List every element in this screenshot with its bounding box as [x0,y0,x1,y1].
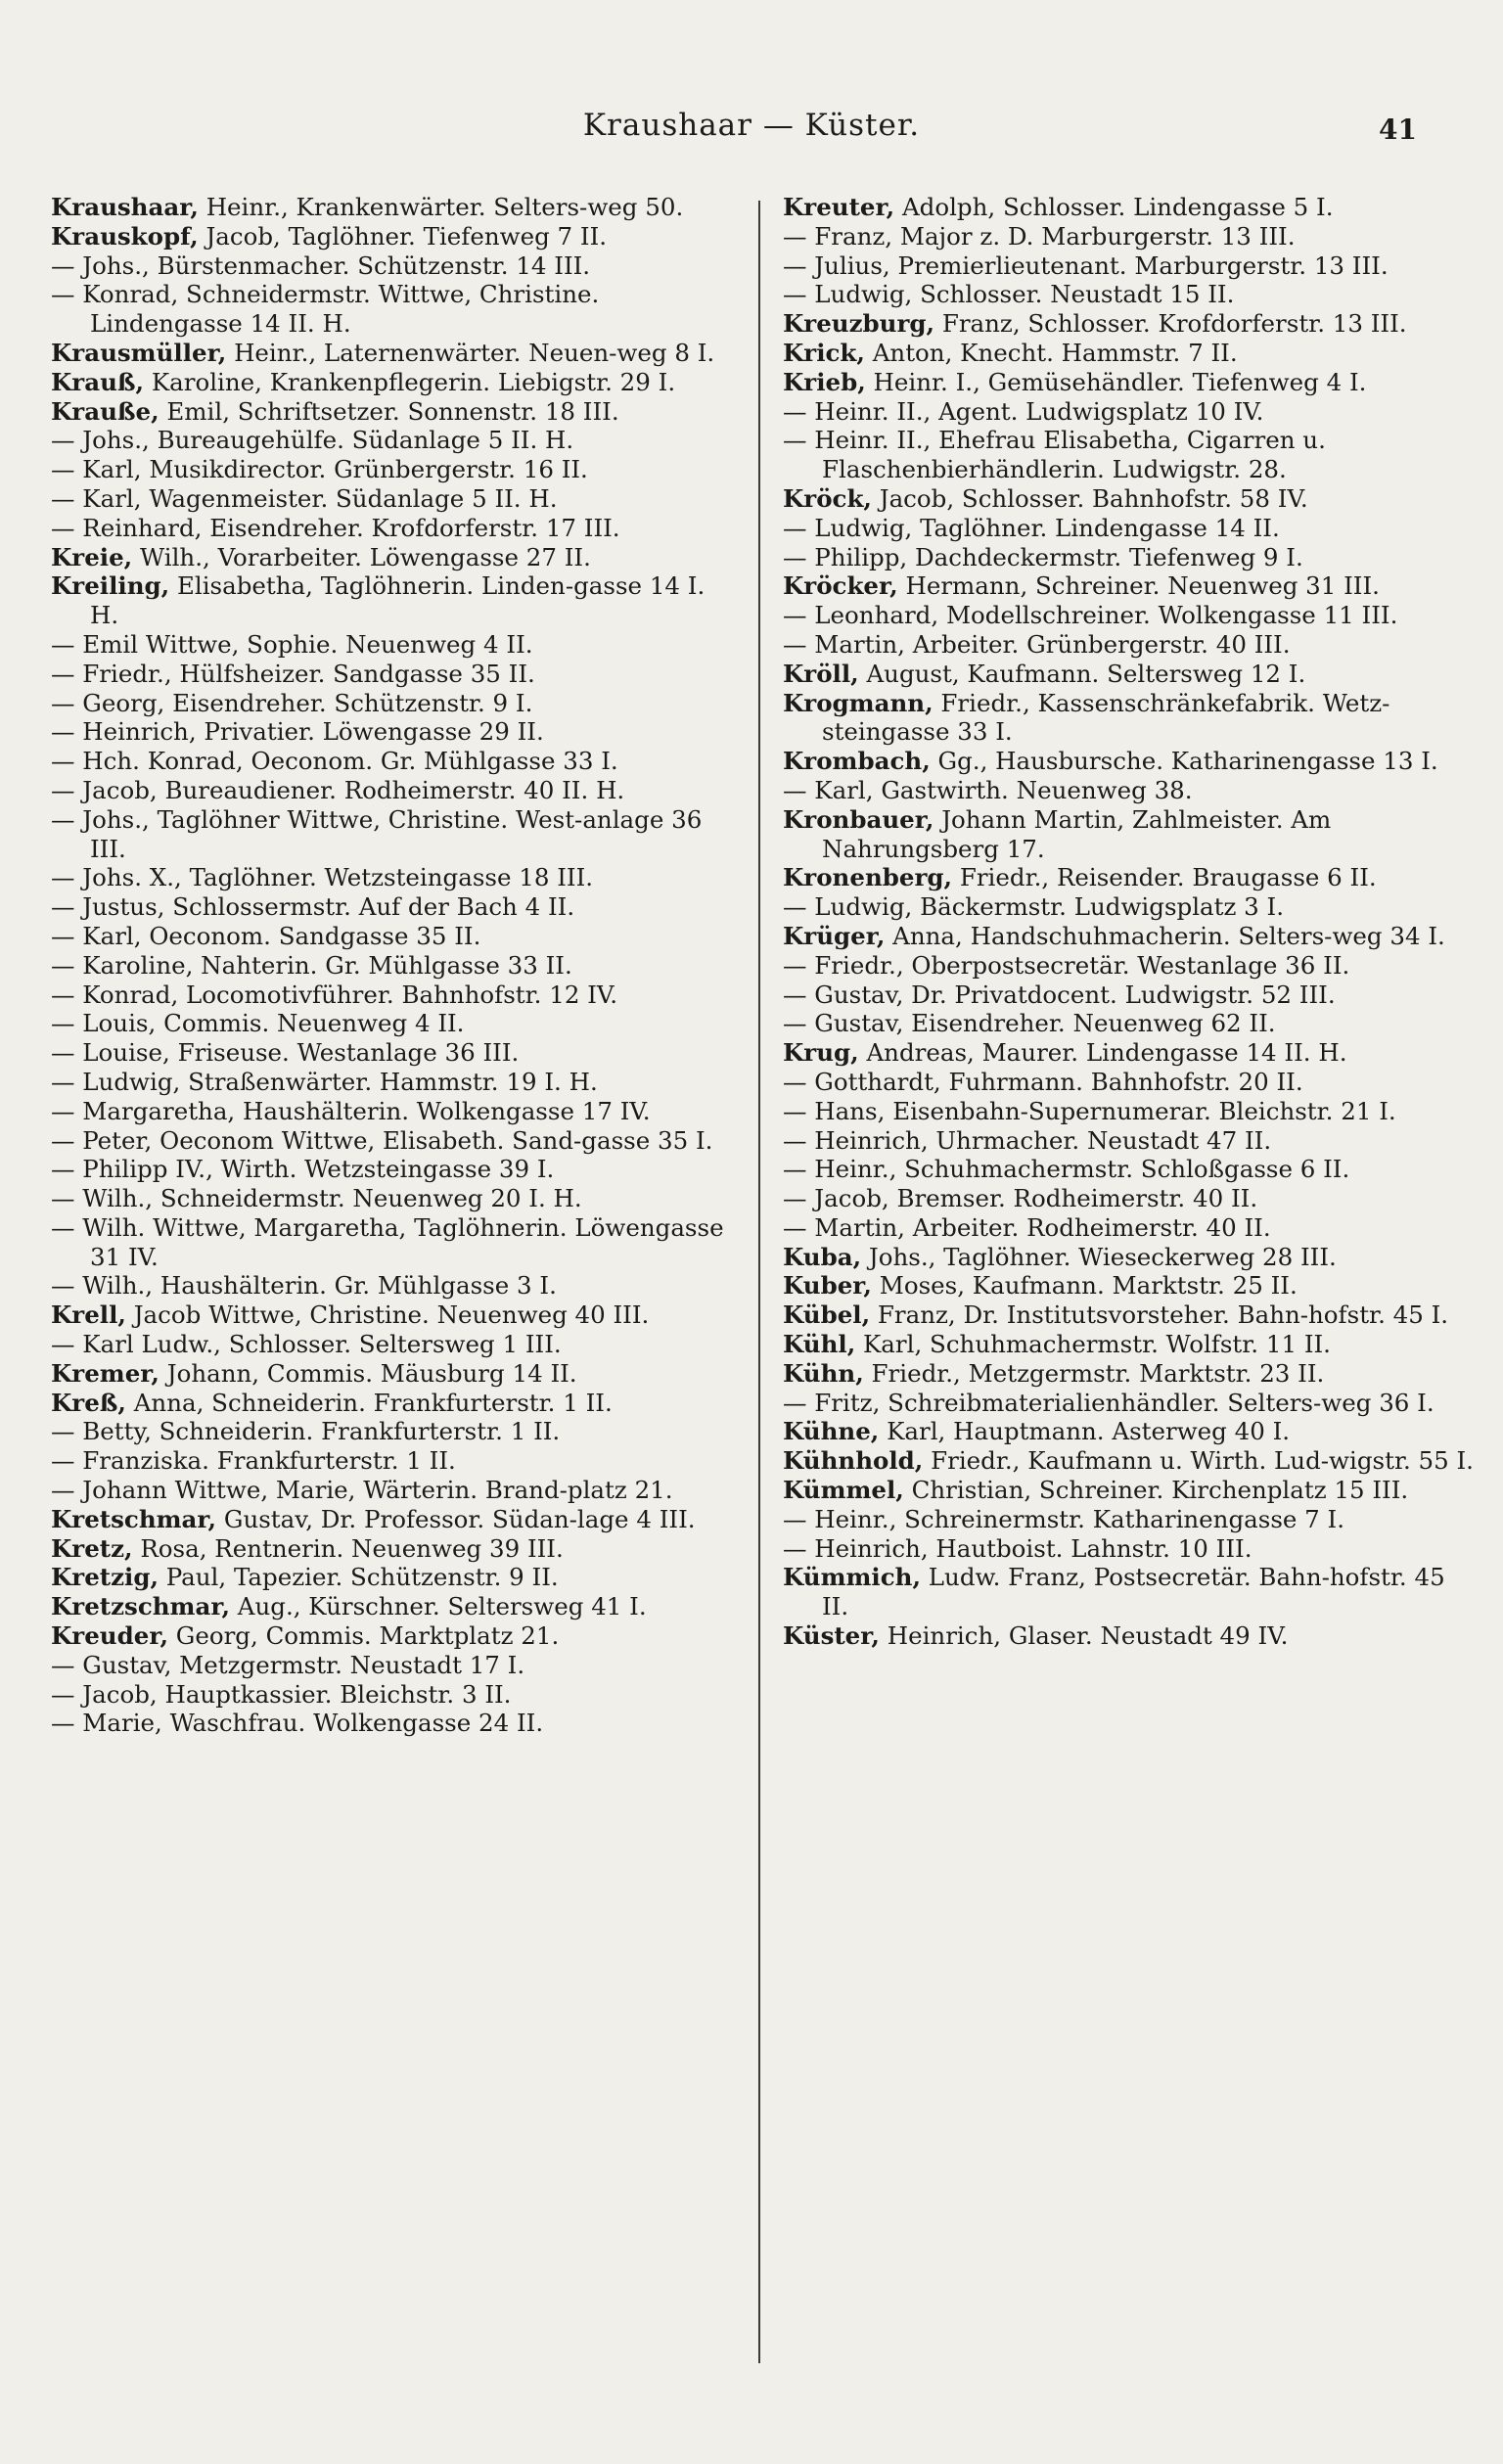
entry-details: Friedr., Reisender. Braugasse 6 II. [952,863,1377,892]
directory-entry [783,863,1474,892]
entry-surname: Kuba, [783,1242,862,1271]
entry-details: — Heinr., Schuhmachermstr. Schloßgasse 6 II. [783,1155,1350,1184]
entry-details: — Karl, Oeconom. Sandgasse 35 II. [51,921,481,950]
entry-details: — Karl, Gastwirth. Neuenweg 38. [783,775,1193,804]
entry-surname: Kretzschmar, [51,1592,230,1621]
entry-details: Hermann, Schreiner. Neuenweg 31 III. [897,571,1380,601]
directory-entry [783,1389,1474,1418]
directory-entry [51,1592,736,1621]
entry-surname: Krauße, [51,396,159,426]
entry-details: Friedr., Kassenschränkefabrik. Wetz-steingasse 33 I. [822,688,1390,747]
entry-details: — Louis, Commis. Neuenweg 4 II. [51,1009,465,1038]
directory-entry [783,660,1474,689]
entry-details: — Philipp IV., Wirth. Wetzsteingasse 39 I. [51,1155,555,1184]
directory-entry [783,1068,1474,1097]
column-divider [758,201,760,2363]
entry-details: — Peter, Oeconom Wittwe, Elisabeth. Sand-gasse 35 I. [51,1125,713,1155]
entry-details: — Franz, Major z. D. Marburgerstr. 13 III. [783,221,1296,251]
entry-details: — Karoline, Nahterin. Gr. Mühlgasse 33 II. [51,950,572,980]
entry-details: — Hch. Konrad, Oeconom. Gr. Mühlgasse 33 I. [51,747,618,776]
entry-details: Heinrich, Glaser. Neustadt 49 IV. [879,1621,1289,1651]
directory-entry [51,1097,736,1126]
directory-entry [783,630,1474,660]
entry-details: — Konrad, Schneidermstr. Wittwe, Christine. Lindengasse 14 II. H. [51,280,600,339]
entry-details: Gg., Hausbursche. Katharinengasse 13 I. [930,747,1438,776]
entry-details: — Gustav, Metzgermstr. Neustadt 17 I. [51,1650,525,1679]
directory-entry [51,1476,736,1505]
directory-entry [51,571,736,630]
entry-details: — Friedr., Oberpostsecretär. Westanlage 36 II. [783,950,1350,980]
directory-entry [51,922,736,951]
directory-entry [783,951,1474,981]
directory-entry [783,1126,1474,1156]
entry-surname: Kreuzburg, [783,309,935,339]
directory-entry [51,1009,736,1038]
entry-details: Karl, Hauptmann. Asterweg 40 I. [879,1417,1291,1446]
directory-entry [51,660,736,689]
entry-details: — Gustav, Eisendreher. Neuenweg 62 II. [783,1009,1276,1038]
directory-entry [783,1009,1474,1038]
entry-details: Emil, Schriftsetzer. Sonnenstr. 18 III. [159,396,619,426]
directory-entry [783,309,1474,339]
entry-details: Friedr., Kaufmann u. Wirth. Lud-wigstr. 55 I. [923,1446,1474,1476]
entry-details: — Heinr. II., Agent. Ludwigsplatz 10 IV. [783,396,1264,426]
entry-details: — Ludwig, Taglöhner. Lindengasse 14 II. [783,513,1280,542]
directory-entry [51,280,736,339]
entry-surname: Kümmel, [783,1476,904,1505]
entry-details: — Marie, Waschfrau. Wolkengasse 24 II. [51,1709,544,1738]
directory-entry [783,1330,1474,1359]
entry-details: — Reinhard, Eisendreher. Krofdorferstr. 17 III. [51,513,620,542]
entry-details: — Karl Ludw., Schlosser. Seltersweg 1 III. [51,1330,562,1359]
entry-surname: Kröcker, [783,571,898,601]
directory-entry [51,1417,736,1446]
directory-entry [51,1271,736,1300]
directory-entry [51,863,736,892]
directory-entry [51,514,736,543]
entry-surname: Küster, [783,1621,880,1651]
entry-details: — Ludwig, Schlosser. Neustadt 15 II. [783,280,1235,309]
directory-entry [51,1680,736,1710]
directory-entry [51,776,736,805]
entry-details: — Emil Wittwe, Sophie. Neuenweg 4 II. [51,629,533,659]
entry-details: — Johs., Taglöhner Wittwe, Christine. West-anlage 36 III. [51,804,703,863]
entry-details: — Jacob, Bureaudiener. Rodheimerstr. 40 II. H. [51,775,625,804]
directory-entry [783,251,1474,281]
entry-details: Heinr., Laternenwärter. Neuen-weg 8 I. [226,338,715,367]
directory-entry [51,193,736,222]
entry-surname: Kreie, [51,542,133,571]
entry-details: Karoline, Krankenpflegerin. Liebigstr. 29 I. [144,367,676,396]
directory-entry [51,1563,736,1592]
entry-surname: Kübel, [783,1300,871,1330]
entry-details: — Hans, Eisenbahn-Supernumerar. Bleichstr. 21 I. [783,1096,1396,1125]
entry-surname: Krausmüller, [51,338,227,367]
entry-details: Paul, Tapezier. Schützenstr. 9 II. [159,1563,559,1592]
entry-details: — Leonhard, Modellschreiner. Wolkengasse 11 III. [783,601,1398,630]
entry-surname: Krell, [51,1300,126,1330]
directory-entry [51,805,736,864]
entry-surname: Kröck, [783,483,872,513]
entry-details: Elisabetha, Taglöhnerin. Linden-gasse 14 I. H. [90,571,706,630]
entry-details: — Jacob, Hauptkassier. Bleichstr. 3 II. [51,1679,512,1709]
entry-surname: Kühl, [783,1330,856,1359]
entry-details: — Franziska. Frankfurterstr. 1 II. [51,1446,456,1476]
directory-entry [783,1213,1474,1243]
entry-details: Heinr., Krankenwärter. Selters-weg 50. [198,193,684,221]
directory-entry [783,689,1474,748]
directory-entry [783,1505,1474,1534]
directory-entry [783,222,1474,251]
directory-entry [51,1038,736,1068]
entry-details: Moses, Kaufmann. Marktstr. 25 II. [871,1271,1298,1300]
entry-surname: Kreuter, [783,193,895,221]
directory-entry [51,951,736,981]
entry-details: — Heinrich, Privatier. Löwengasse 29 II. [51,717,544,747]
entry-surname: Kremer, [51,1358,159,1388]
directory-entry [51,1184,736,1213]
entry-surname: Krick, [783,338,865,367]
directory-entry [783,1038,1474,1068]
directory-entry [783,280,1474,309]
entry-surname: Krauskopf, [51,221,199,251]
entry-details: — Heinr. II., Ehefrau Elisabetha, Cigarren u. Flaschenbierhändlerin. Ludwigstr. 28. [783,426,1326,484]
entry-details: — Louise, Friseuse. Westanlage 36 III. [51,1038,520,1068]
entry-surname: Kuber, [783,1271,872,1300]
entry-details: Franz, Dr. Institutsvorsteher. Bahn-hofstr. 45 I. [870,1300,1449,1330]
entry-details: — Karl, Musikdirector. Grünbergerstr. 16 II. [51,455,588,484]
directory-entry [783,892,1474,922]
entry-details: — Friedr., Hülfsheizer. Sandgasse 35 II. [51,659,535,688]
page-header [59,102,1444,160]
directory-entry [783,514,1474,543]
entry-details: Adolph, Schlosser. Lindengasse 5 I. [894,193,1334,221]
entry-details: Anna, Handschuhmacherin. Selters-weg 34 I. [885,921,1445,950]
directory-entry [51,1389,736,1418]
directory-entry [51,339,736,368]
directory-entry [783,426,1474,484]
entry-details: — Ludwig, Straßenwärter. Hammstr. 19 I. H. [51,1067,598,1096]
entry-details: — Julius, Premierlieutenant. Marburgerstr. 13 III. [783,251,1389,280]
directory-entry [51,1446,736,1476]
directory-entry [51,1534,736,1564]
directory-entry [51,222,736,251]
left-column [51,193,736,1738]
directory-entry [783,805,1474,864]
right-column [783,193,1474,1651]
directory-entry [783,1359,1474,1389]
directory-entry [783,747,1474,776]
directory-entry [51,717,736,747]
directory-entry [51,981,736,1010]
directory-entry [51,1126,736,1156]
entry-details: Wilh., Vorarbeiter. Löwengasse 27 II. [132,542,591,571]
entry-details: — Gustav, Dr. Privatdocent. Ludwigstr. 52 III. [783,980,1336,1009]
directory-entry [51,892,736,922]
entry-surname: Krüger, [783,921,886,950]
directory-entry [783,1300,1474,1330]
entry-details: — Jacob, Bremser. Rodheimerstr. 40 II. [783,1184,1258,1213]
entry-details: Ludw. Franz, Postsecretär. Bahn-hofstr. 45 II. [822,1563,1445,1621]
running-head: Kraushaar — Küster. [582,108,921,143]
entry-details: — Georg, Eisendreher. Schützenstr. 9 I. [51,688,533,717]
entry-surname: Krombach, [783,747,931,776]
entry-details: — Konrad, Locomotivführer. Bahnhofstr. 12 IV. [51,980,618,1009]
entry-details: Rosa, Rentnerin. Neuenweg 39 III. [132,1533,564,1563]
entry-details: Christian, Schreiner. Kirchenplatz 15 III. [903,1476,1409,1505]
directory-entry [51,1213,736,1272]
directory-entry [783,484,1474,514]
entry-details: — Heinrich, Uhrmacher. Neustadt 47 II. [783,1125,1272,1155]
entry-surname: Kronbauer, [783,804,934,834]
entry-details: Jacob Wittwe, Christine. Neuenweg 40 III. [125,1300,650,1330]
entry-details: — Karl, Wagenmeister. Südanlage 5 II. H. [51,483,558,513]
directory-entry [783,922,1474,951]
directory-entry [783,543,1474,572]
entry-surname: Krug, [783,1038,859,1068]
entry-details: — Gotthardt, Fuhrmann. Bahnhofstr. 20 II. [783,1067,1303,1096]
entry-details: — Ludwig, Bäckermstr. Ludwigsplatz 3 I. [783,892,1285,922]
directory-entry [783,339,1474,368]
page-number: 41 [1379,114,1417,146]
directory-entry [783,1476,1474,1505]
entry-details: — Johs. X., Taglöhner. Wetzsteingasse 18 III. [51,863,594,892]
directory-entry [783,601,1474,630]
entry-details: — Heinr., Schreinermstr. Katharinengasse 7 I. [783,1504,1345,1533]
directory-entry [783,1097,1474,1126]
entry-details: Johann Martin, Zahlmeister. Am Nahrungsberg 17. [822,804,1332,863]
directory-entry [51,1359,736,1389]
directory-entry [783,1184,1474,1213]
directory-entry [783,1563,1474,1621]
entry-details: — Justus, Schlossermstr. Auf der Bach 4 II. [51,892,575,922]
directory-entry [783,368,1474,397]
entry-details: Karl, Schuhmachermstr. Wolfstr. 11 II. [855,1330,1331,1359]
directory-entry [783,397,1474,427]
entry-surname: Krogmann, [783,688,934,717]
directory-entry [51,747,736,776]
entry-surname: Kühne, [783,1417,880,1446]
entry-surname: Kreiling, [51,571,170,601]
directory-entry [783,1243,1474,1272]
directory-entry [783,571,1474,601]
entry-details: — Martin, Arbeiter. Rodheimerstr. 40 II. [783,1212,1271,1242]
entry-details: — Wilh., Schneidermstr. Neuenweg 20 I. H. [51,1184,582,1213]
entry-surname: Kreuder, [51,1621,168,1651]
directory-entry [51,1709,736,1738]
directory-entry [783,1155,1474,1184]
directory-entry [783,776,1474,805]
entry-details: — Johs., Bürstenmacher. Schützenstr. 14 III. [51,251,591,280]
entry-details: — Johann Wittwe, Marie, Wärterin. Brand-platz 21. [51,1476,673,1505]
entry-surname: Krieb, [783,367,866,396]
entry-details: Aug., Kürschner. Seltersweg 41 I. [230,1592,647,1621]
entry-surname: Kreß, [51,1388,126,1417]
entry-details: — Martin, Arbeiter. Grünbergerstr. 40 III. [783,629,1291,659]
directory-entry [51,689,736,718]
directory-entry [783,1271,1474,1300]
directory-entry [51,1155,736,1184]
entry-surname: Kümmich, [783,1563,921,1592]
directory-entry [783,1621,1474,1651]
entry-details: Gustav, Dr. Professor. Südan-lage 4 III. [216,1504,696,1533]
entry-details: Franz, Schlosser. Krofdorferstr. 13 III. [934,309,1407,339]
entry-surname: Kronenberg, [783,863,953,892]
entry-details: Heinr. I., Gemüsehändler. Tiefenweg 4 I. [865,367,1367,396]
directory-entry [51,1651,736,1680]
entry-details: — Margaretha, Haushälterin. Wolkengasse 17 IV. [51,1096,651,1125]
entry-details: — Wilh. Wittwe, Margaretha, Taglöhnerin. Löwengasse 31 IV. [51,1212,724,1271]
entry-details: — Fritz, Schreibmaterialienhändler. Selters-weg 36 I. [783,1388,1435,1417]
entry-surname: Kühnhold, [783,1446,924,1476]
entry-details: August, Kaufmann. Seltersweg 12 I. [858,659,1306,688]
directory-entry [51,630,736,660]
entry-surname: Kretz, [51,1533,133,1563]
directory-entry [51,1300,736,1330]
directory-entry [51,484,736,514]
directory-entry [51,368,736,397]
directory-entry [783,1446,1474,1476]
entry-details: — Johs., Bureaugehülfe. Südanlage 5 II. H. [51,426,574,455]
entry-details: Friedr., Metzgermstr. Marktstr. 23 II. [863,1358,1325,1388]
entry-surname: Kraushaar, [51,193,199,221]
directory-entry [51,251,736,281]
entry-surname: Kröll, [783,659,859,688]
directory-entry [51,455,736,484]
entry-details: Andreas, Maurer. Lindengasse 14 II. H. [858,1038,1347,1068]
directory-entry [51,397,736,427]
entry-details: Johann, Commis. Mäusburg 14 II. [159,1358,577,1388]
directory-entry [783,193,1474,222]
directory-entry [51,1505,736,1534]
entry-details: — Betty, Schneiderin. Frankfurterstr. 1 II. [51,1417,561,1446]
directory-entry [51,1068,736,1097]
entry-details: — Heinrich, Hautboist. Lahnstr. 10 III. [783,1533,1252,1563]
entry-surname: Krauß, [51,367,145,396]
entry-details: Johs., Taglöhner. Wieseckerweg 28 III. [861,1242,1337,1271]
directory-entry [783,1417,1474,1446]
entry-details: Georg, Commis. Marktplatz 21. [167,1621,560,1651]
directory-entry [51,1621,736,1651]
entry-surname: Kretschmar, [51,1504,217,1533]
entry-details: Jacob, Schlosser. Bahnhofstr. 58 IV. [871,483,1308,513]
entry-details: Anton, Knecht. Hammstr. 7 II. [864,338,1238,367]
entry-details: Anna, Schneiderin. Frankfurterstr. 1 II. [125,1388,613,1417]
directory-entry [51,1330,736,1359]
directory-entry [783,1534,1474,1564]
entry-surname: Kühn, [783,1358,864,1388]
entry-details: — Philipp, Dachdeckermstr. Tiefenweg 9 I. [783,542,1303,571]
directory-entry [51,426,736,455]
entry-surname: Kretzig, [51,1563,159,1592]
entry-details: Jacob, Taglöhner. Tiefenweg 7 II. [198,221,608,251]
directory-entry [51,543,736,572]
directory-entry [783,981,1474,1010]
entry-details: — Wilh., Haushälterin. Gr. Mühlgasse 3 I. [51,1271,557,1300]
